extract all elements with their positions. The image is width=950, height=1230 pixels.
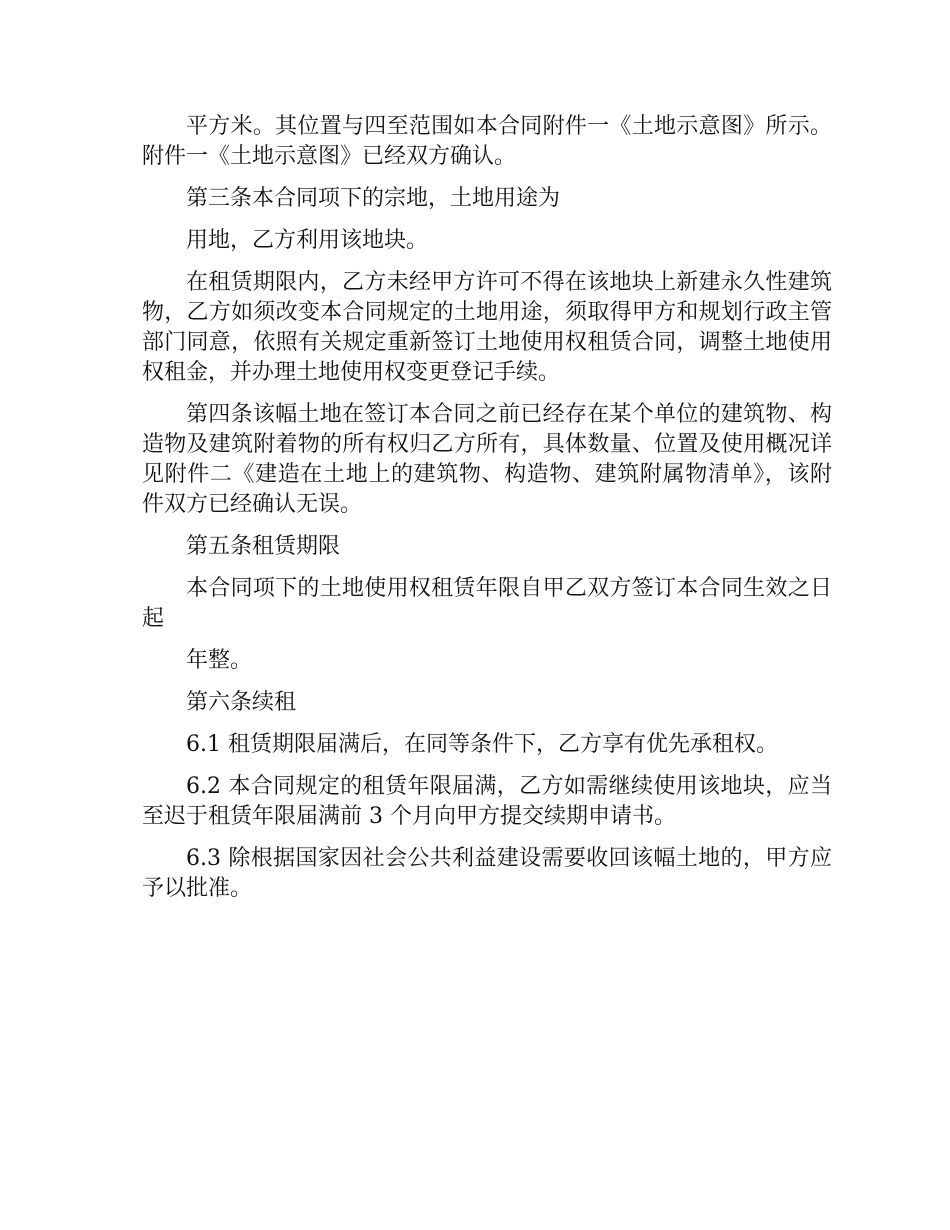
paragraph-lease-restrictions: 在租赁期限内，乙方未经甲方许可不得在该地块上新建永久性建筑物，乙方如须改变本合同规定的土地用途，须取得甲方和规划行政主管部门同意，依照有关规定重新签订土地使用权租赁合同，调整土地使用权租金，并办理土地使用权变更登记手续。: [142, 270, 832, 385]
paragraph-article-5-heading: 第五条租赁期限: [186, 534, 341, 559]
paragraph-clause-6-3: 6.3 除根据国家因社会公共利益建设需要收回该幅土地的，甲方应予以批准。: [142, 846, 832, 901]
paragraph-article-4: 第四条该幅土地在签订本合同之前已经存在某个单位的建筑物、构造物及建筑附着物的所有权归乙方所有，具体数量、位置及使用概况详见附件二《建造在土地上的建筑物、构造物、建筑附属物清单》，该附件双方已经确认无误。: [142, 402, 832, 517]
paragraph-lease-years: 年整。: [186, 648, 253, 673]
paragraph-land-use: 用地，乙方利用该地块。: [186, 228, 429, 253]
document-body: [142, 112, 832, 916]
paragraph-site-area: 平方米。其位置与四至范围如本合同附件一《土地示意图》所示。附件一《土地示意图》已经双方确认。: [142, 114, 832, 169]
paragraph-lease-term: 本合同项下的土地使用权租赁年限自甲乙双方签订本合同生效之日起: [142, 576, 832, 631]
paragraph-article-6-heading: 第六条续租: [186, 690, 297, 715]
paragraph-article-3: 第三条本合同项下的宗地，土地用途为: [186, 186, 561, 211]
paragraph-clause-6-1: 6.1 租赁期限届满后，在同等条件下，乙方享有优先承租权。: [186, 732, 778, 757]
paragraph-clause-6-2: 6.2 本合同规定的租赁年限届满，乙方如需继续使用该地块，应当至迟于租赁年限届满前 3 个月向甲方提交续期申请书。: [142, 774, 832, 829]
